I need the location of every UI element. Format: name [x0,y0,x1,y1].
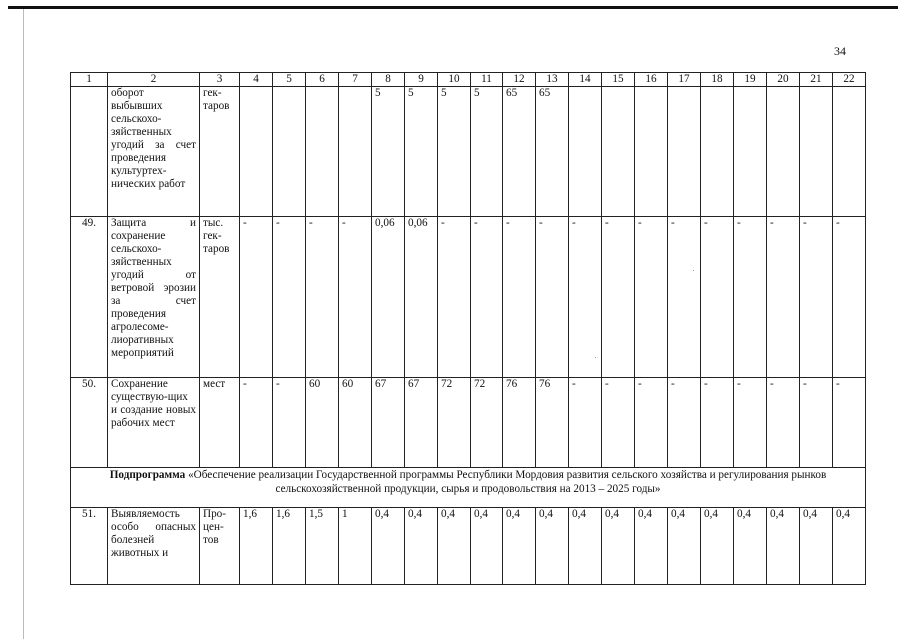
value-cell: - [800,378,833,468]
indicator-name: оборот выбывших сельскохо-зяйственных угодий за счет проведения культуртех-нических работ [108,87,200,217]
value-cell [734,87,767,217]
value-cell: 65 [503,87,536,217]
subprogram-heading [71,468,866,508]
page-number: 34 [834,44,846,58]
value-cell: 5 [438,87,471,217]
value-cell: 0,06 [372,217,405,378]
header-cell: 11 [471,73,503,87]
header-cell: 7 [339,73,372,87]
value-cell: - [668,217,701,378]
header-cell: 22 [833,73,866,87]
value-cell: 0,4 [503,508,536,585]
value-cell [306,87,339,217]
header-cell: 19 [734,73,767,87]
indicator-name: Защита и сохранение сельскохо-зяйственных угодий от ветровой эрозии за счет проведения агролесоме-лиоративных мероприятий [108,217,200,378]
table-row [71,87,866,217]
value-cell [800,87,833,217]
value-cell: 76 [503,378,536,468]
header-cell: 20 [767,73,800,87]
value-cell: 0,4 [833,508,866,585]
value-cell: - [339,217,372,378]
header-cell: 5 [273,73,306,87]
value-cell: 0,4 [635,508,668,585]
indicator-name: Выявляемость особо опасных болезней животных и [108,508,200,585]
value-cell [602,87,635,217]
header-cell: 2 [108,73,200,87]
value-cell: - [602,378,635,468]
row-number [71,87,108,217]
value-cell: - [273,217,306,378]
row-number: 51. [71,508,108,585]
value-cell [668,87,701,217]
header-cell: 10 [438,73,471,87]
value-cell: - [635,378,668,468]
value-cell: - [569,217,602,378]
value-cell: - [734,217,767,378]
header-cell: 16 [635,73,668,87]
value-cell: 5 [372,87,405,217]
value-cell: 0,4 [471,508,503,585]
value-cell [273,87,306,217]
value-cell: 60 [339,378,372,468]
value-cell: 0,4 [438,508,471,585]
value-cell [339,87,372,217]
value-cell: - [438,217,471,378]
value-cell: 60 [306,378,339,468]
value-cell: - [701,378,734,468]
value-cell: 0,4 [405,508,438,585]
table-row [71,217,866,378]
header-cell: 4 [240,73,273,87]
header-cell: 13 [536,73,569,87]
row-number: 50. [71,378,108,468]
value-cell [833,87,866,217]
header-cell: 3 [200,73,240,87]
value-cell: 67 [405,378,438,468]
indicator-unit: тыс. гек-таров [200,217,240,378]
indicators-table [70,72,866,585]
top-border-line [8,6,898,9]
value-cell: - [273,378,306,468]
column-number-row [71,73,866,87]
value-cell: 0,4 [569,508,602,585]
value-cell: - [306,217,339,378]
table-row [71,508,866,585]
value-cell: 0,06 [405,217,438,378]
header-cell: 15 [602,73,635,87]
value-cell: 0,4 [536,508,569,585]
header-cell: 12 [503,73,536,87]
indicator-unit: Про-цен-тов [200,508,240,585]
value-cell: 0,4 [734,508,767,585]
header-cell: 18 [701,73,734,87]
value-cell [635,87,668,217]
value-cell: - [800,217,833,378]
value-cell: 72 [438,378,471,468]
value-cell [701,87,734,217]
value-cell: - [767,217,800,378]
value-cell: 1,6 [273,508,306,585]
header-cell: 1 [71,73,108,87]
value-cell: 1,6 [240,508,273,585]
value-cell: - [471,217,503,378]
value-cell: 65 [536,87,569,217]
value-cell: - [240,217,273,378]
value-cell: 67 [372,378,405,468]
value-cell: - [668,378,701,468]
left-margin-line [23,9,24,639]
subprogram-label: Подпрограмма [109,469,186,481]
value-cell: 0,4 [701,508,734,585]
header-cell: 8 [372,73,405,87]
table-row [71,378,866,468]
value-cell: - [503,217,536,378]
value-cell: 0,4 [602,508,635,585]
value-cell: 0,4 [372,508,405,585]
value-cell: - [734,378,767,468]
header-cell: 6 [306,73,339,87]
header-cell: 21 [800,73,833,87]
value-cell: 1,5 [306,508,339,585]
indicator-unit: гек-таров [200,87,240,217]
header-cell: 9 [405,73,438,87]
value-cell: - [701,217,734,378]
indicator-name: Сохранение существую-щих и создание новых рабочих мест [108,378,200,468]
value-cell [569,87,602,217]
value-cell: - [602,217,635,378]
value-cell: 76 [536,378,569,468]
row-number: 49. [71,217,108,378]
value-cell: 72 [471,378,503,468]
value-cell: - [635,217,668,378]
header-cell: 14 [569,73,602,87]
value-cell: 5 [471,87,503,217]
value-cell: 1 [339,508,372,585]
subprogram-row [71,468,866,508]
value-cell: - [569,378,602,468]
value-cell [240,87,273,217]
value-cell: - [767,378,800,468]
value-cell: 0,4 [800,508,833,585]
value-cell: 0,4 [668,508,701,585]
value-cell: 0,4 [767,508,800,585]
scan-speck [595,357,596,358]
header-cell: 17 [668,73,701,87]
value-cell: 5 [405,87,438,217]
value-cell: - [240,378,273,468]
value-cell: - [536,217,569,378]
scan-speck [693,270,694,271]
value-cell [767,87,800,217]
subprogram-title: «Обеспечение реализации Государственной программы Республики Мордовия развития сельского хозяйства и регулирования рынков сельскохозяйственной продукции, сырья и продовольствия на 2013 – 2025 годы» [188,469,827,495]
value-cell: - [833,217,866,378]
indicator-unit: мест [200,378,240,468]
value-cell: - [833,378,866,468]
